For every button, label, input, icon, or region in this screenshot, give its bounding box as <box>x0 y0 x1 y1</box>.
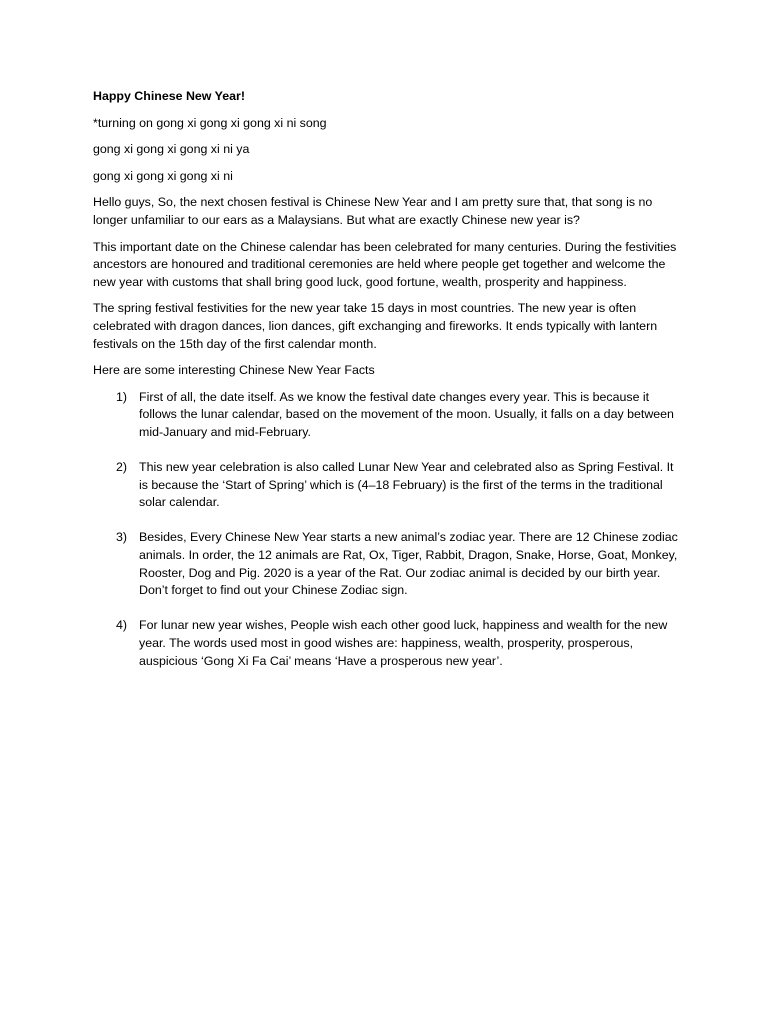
fact-number: 1) <box>116 389 128 404</box>
song-line-3: gong xi gong xi gong xi ni <box>93 168 233 183</box>
history-paragraph: This important date on the Chinese calendar has been celebrated for many centuries. During the festivities ancestors are honoured and traditional ceremonies are held where people get together and welcome the new year with customs that shall bring good luck, good fortune, wealth, prosperity and happiness. <box>93 239 677 289</box>
fact-item <box>93 389 679 442</box>
fact-number: 2) <box>116 460 128 475</box>
document-title: Happy Chinese New Year! <box>93 89 245 103</box>
fact-text: For lunar new year wishes, People wish each other good luck, happiness and wealth for the new year. The words used most in good wishes are: happiness, wealth, prosperity, prosperous, auspicious ‘Gong Xi Fa Cai’ means ‘Have a prosperous new year’. <box>139 618 668 668</box>
facts-heading: Here are some interesting Chinese New Year Facts <box>93 363 375 378</box>
fact-item <box>93 617 679 670</box>
fact-text: This new year celebration is also called Lunar New Year and celebrated also as Spring Festival. It is because the ‘Start of Spring’ which is (4–18 February) is the first of the terms in the traditional solar calendar. <box>139 460 674 510</box>
fact-number: 4) <box>116 618 128 633</box>
fact-text: First of all, the date itself. As we know the festival date changes every year. This is because it follows the lunar calendar, based on the movement of the moon. Usually, it falls on a day between mid-January and mid-February. <box>139 389 674 439</box>
festivities-paragraph: The spring festival festivities for the new year take 15 days in most countries. The new year is often celebrated with dragon dances, lion dances, gift exchanging and fireworks. It ends typically with lantern festivals on the 15th day of the first calendar month. <box>93 301 658 351</box>
fact-number: 3) <box>116 530 128 545</box>
fact-item <box>93 459 679 512</box>
intro-paragraph: Hello guys, So, the next chosen festival is Chinese New Year and I am pretty sure that, that song is no longer unfamiliar to our ears as a Malaysians. But what are exactly Chinese new year is? <box>93 195 653 227</box>
fact-text: Besides, Every Chinese New Year starts a new animal’s zodiac year. There are 12 Chinese zodiac animals. In order, the 12 animals are Rat, Ox, Tiger, Rabbit, Dragon, Snake, Horse, Goat, Monkey, Rooster, Dog and Pig. 2020 is a year of the Rat. Our zodiac animal is decided by our birth year. Don’t forget to find out your Chinese Zodiac sign. <box>139 530 678 598</box>
facts-list <box>93 389 679 671</box>
fact-item <box>93 529 679 599</box>
song-line-1: *turning on gong xi gong xi gong xi ni song <box>93 115 327 130</box>
song-line-2: gong xi gong xi gong xi ni ya <box>93 142 250 157</box>
document-body <box>93 88 679 688</box>
